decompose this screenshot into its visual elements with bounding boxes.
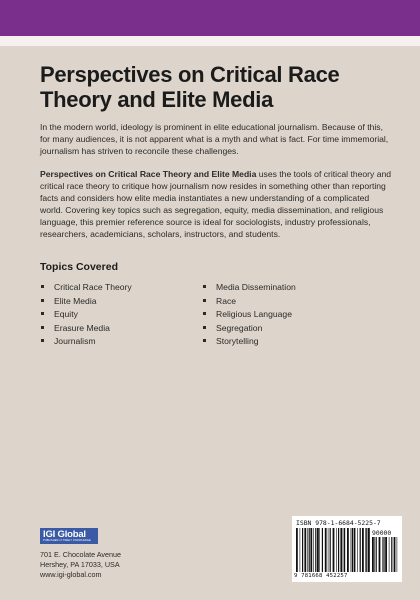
topic-label: Equity	[54, 309, 78, 320]
topic-label: Erasure Media	[54, 322, 110, 333]
bullet-icon	[203, 285, 206, 288]
topic-item	[40, 281, 132, 295]
topic-label: Media Dissemination	[216, 282, 296, 292]
ean-number: 9 781668 452257	[294, 573, 348, 579]
book-title: Perspectives on Critical Race Theory and Elite Media	[40, 62, 340, 112]
topic-item	[202, 295, 296, 309]
barcode-box	[292, 516, 402, 582]
bullet-icon	[41, 339, 44, 342]
bullet-icon	[41, 299, 44, 302]
top-color-band	[0, 0, 420, 36]
description-text: uses the tools of critical theory and critical race theory to critique how journalism now resides in something other than reporting facts and considers how elite media instantiates a new understanding of a complicated world. Covering key topics such as segregation, equity, media dissemination, and religious language, this premier reference source is ideal for sociologists, industry professionals, researchers, academicians, scholars, instructors, and students.	[40, 169, 392, 239]
topic-item	[202, 281, 296, 295]
top-white-strip	[0, 36, 420, 46]
topic-label: Journalism	[54, 336, 96, 347]
topic-label: Storytelling	[216, 336, 259, 347]
isbn-label: ISBN 978-1-6684-5225-7	[296, 519, 381, 527]
barcode-bars	[296, 528, 372, 572]
bullet-icon	[41, 312, 44, 315]
topics-heading: Topics Covered	[40, 261, 118, 273]
topic-label: Elite Media	[54, 295, 97, 306]
topic-label: Religious Language	[216, 309, 292, 320]
topic-item	[40, 335, 132, 349]
topic-item	[202, 322, 296, 336]
bullet-icon	[203, 326, 206, 329]
address-line-1: 701 E. Chocolate Avenue	[40, 550, 121, 559]
addon-barcode-bars	[372, 537, 398, 572]
topic-label: Segregation	[216, 322, 263, 333]
topic-item	[40, 308, 132, 322]
publisher-logo	[40, 528, 98, 544]
topic-label: Race	[216, 295, 237, 306]
logo-tagline: PUBLISHER of TIMELY KNOWLEDGE	[43, 539, 91, 542]
description-book-title: Perspectives on Critical Race Theory and Elite Media	[40, 169, 257, 179]
bullet-icon	[203, 312, 206, 315]
description-paragraph	[40, 168, 392, 240]
topic-item	[40, 295, 132, 309]
bullet-icon	[203, 339, 206, 342]
intro-paragraph: In the modern world, ideology is prominent in elite educational journalism. Because of this, for many audiences, it is not apparent what is a myth and what is fact. For time immemorial, journalism has striven to reconcile these challenges.	[40, 122, 389, 156]
topic-item	[202, 308, 296, 322]
bullet-icon	[41, 326, 44, 329]
publisher-website: www.igi-global.com	[40, 570, 102, 579]
topic-label: Critical Race Theory	[54, 282, 132, 292]
address-line-2: Hershey, PA 17033, USA	[40, 560, 120, 569]
topics-list-right	[202, 281, 296, 349]
bullet-icon	[203, 299, 206, 302]
bullet-icon	[41, 285, 44, 288]
barcode-addon-number: 90000	[372, 529, 392, 537]
topic-item	[202, 335, 296, 349]
topics-list-left	[40, 281, 132, 349]
logo-text: IGI Global	[43, 529, 86, 540]
topic-item	[40, 322, 132, 336]
